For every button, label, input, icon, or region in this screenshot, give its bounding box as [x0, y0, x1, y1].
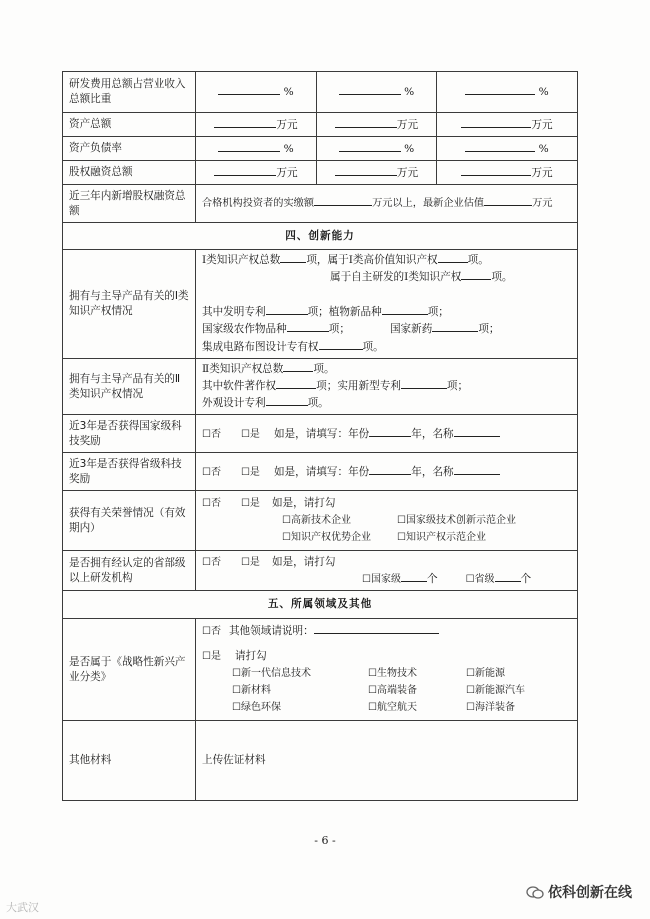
rd-ratio-field-1[interactable]	[218, 84, 280, 95]
invention-patent-field[interactable]	[266, 304, 308, 315]
strategic-row	[63, 619, 578, 721]
ip1-label: 拥有与主导产品有关的Ⅰ类知识产权情况	[63, 250, 196, 359]
debt-ratio-field-1[interactable]	[218, 141, 280, 152]
ic-layout-field[interactable]	[319, 339, 363, 350]
other-materials-row	[63, 721, 578, 801]
section-5-row	[63, 591, 578, 619]
industry-checkbox[interactable]: ☐新材料	[232, 685, 271, 697]
unit: 万元	[276, 118, 298, 131]
other-field-input[interactable]	[314, 623, 439, 634]
watermark-text: 依科创新在线	[548, 885, 632, 901]
equity-label: 股权融资总额	[63, 161, 196, 185]
unit: 个	[426, 573, 438, 586]
strategic-text: 其他领域请说明：	[228, 625, 314, 638]
ip2-text: 项。	[313, 363, 335, 376]
unit: 万元	[531, 118, 553, 131]
section-4-row	[63, 223, 578, 250]
ip2-label: 拥有与主导产品有关的Ⅱ类知识产权情况	[63, 359, 196, 415]
crop-variety-field[interactable]	[287, 321, 329, 332]
national-level-checkbox[interactable]: ☐国家级	[362, 574, 401, 586]
equity-row	[63, 161, 578, 185]
provincial-award-no-checkbox[interactable]: ☐否	[202, 466, 221, 478]
ip1-text: 项；植物新品种	[307, 305, 382, 318]
new-equity-text: 合格机构投资者的实缴额	[202, 198, 315, 209]
ip2-text: 其中软件著作权	[202, 380, 277, 393]
new-equity-text: 万元以上，最新企业估值	[372, 198, 485, 209]
other-materials-label: 其他材料	[63, 721, 196, 801]
unit: %	[404, 86, 415, 98]
rd-ratio-field-2[interactable]	[339, 84, 401, 95]
honors-label: 获得有关荣誉情况（有效期内）	[63, 491, 196, 551]
provincial-level-checkbox[interactable]: ☐省级	[465, 574, 495, 586]
unit: %	[283, 142, 294, 155]
provincial-award-yes-checkbox[interactable]: ☐是	[240, 466, 260, 478]
strategic-label: 是否属于《战略性新兴产业分类》	[63, 619, 196, 721]
page-number: - 6 -	[314, 834, 336, 847]
national-award-label: 近3年是否获得国家级科技奖励	[63, 415, 196, 453]
provincial-award-name-field[interactable]	[454, 464, 500, 475]
unit: 万元	[396, 166, 419, 179]
upload-evidence-link[interactable]: 上传佐证材料	[196, 721, 578, 801]
watermark-right	[526, 882, 632, 902]
assets-field-3[interactable]	[461, 117, 531, 128]
industry-checkbox[interactable]: ☐新能源汽车	[466, 685, 525, 697]
honors-row	[63, 491, 578, 551]
unit: %	[538, 142, 549, 155]
rd-institution-row	[63, 551, 578, 591]
ip2-text: 项；	[446, 380, 469, 393]
ip1-text: 其中发明专利	[202, 305, 266, 318]
unit: 个	[520, 573, 532, 586]
debt-ratio-field-3[interactable]	[465, 141, 535, 152]
ip1-text: 集成电路布图设计专有权	[202, 340, 319, 353]
national-award-no-checkbox[interactable]: ☐否	[202, 428, 221, 440]
unit: 万元	[276, 166, 298, 179]
new-equity-row	[63, 185, 578, 223]
ip2-text: 项。	[307, 397, 329, 410]
national-award-text: 如是，请填写：年份	[273, 427, 370, 440]
unit: 万元	[531, 166, 553, 179]
ip2-text: Ⅱ类知识产权总数	[202, 363, 284, 376]
assets-field-2[interactable]	[335, 117, 397, 128]
industry-checkbox[interactable]: ☐新一代信息技术	[232, 668, 311, 680]
honors-text: 如是，请打勾	[271, 497, 336, 510]
national-award-yes-checkbox[interactable]: ☐是	[240, 428, 260, 440]
debt-ratio-field-2[interactable]	[339, 141, 401, 152]
wechat-icon	[526, 886, 544, 899]
high-tech-checkbox[interactable]: ☐高新技术企业	[282, 515, 351, 527]
ip-advantage-checkbox[interactable]: ☐知识产权优势企业	[282, 532, 371, 544]
assets-row	[63, 113, 578, 137]
ip1-text: 属于自主研发的Ⅰ类知识产权	[330, 271, 462, 284]
ip1-text: 国家新药	[389, 323, 433, 336]
industry-checkbox[interactable]: ☐生物技术	[368, 668, 417, 680]
paid-in-amount-field[interactable]	[314, 195, 372, 206]
rd-inst-no-checkbox[interactable]: ☐否	[202, 557, 221, 569]
ip2-row	[63, 359, 578, 415]
ip1-text: 项。	[491, 271, 513, 284]
national-award-year-field[interactable]	[369, 426, 411, 437]
provincial-count-field[interactable]	[495, 571, 521, 582]
national-award-text: 年，名称	[411, 427, 454, 440]
new-equity-label: 近三年内新增股权融资总额	[63, 185, 196, 223]
rd-institution-label: 是否拥有经认定的省部级以上研发机构	[63, 551, 196, 591]
watermark-left: 大武汉	[6, 901, 39, 914]
ip1-text: 国家级农作物品种	[202, 323, 287, 336]
debt-ratio-label: 资产负债率	[63, 137, 196, 161]
provincial-award-year-field[interactable]	[369, 464, 411, 475]
ip1-self-dev-field[interactable]	[461, 269, 491, 280]
rd-inst-yes-checkbox[interactable]: ☐是	[240, 557, 260, 569]
ip1-text: 项，属于Ⅰ类高价值知识产权	[306, 254, 438, 266]
unit: 万元	[396, 118, 419, 131]
equity-field-3[interactable]	[461, 165, 531, 176]
software-copyright-field[interactable]	[276, 378, 316, 389]
industry-checkbox[interactable]: ☐高端装备	[368, 685, 417, 697]
honors-no-checkbox[interactable]: ☐否	[202, 498, 221, 510]
plant-variety-field[interactable]	[382, 304, 428, 315]
industry-checkbox[interactable]: ☐海洋装备	[466, 702, 515, 714]
assets-label: 资产总额	[63, 113, 196, 137]
rd-ratio-row	[63, 72, 578, 113]
valuation-field[interactable]	[484, 195, 532, 206]
ip1-row	[63, 250, 578, 359]
section-5-title: 五、所属领域及其他	[63, 591, 578, 619]
national-innovation-checkbox[interactable]: ☐国家级技术创新示范企业	[397, 515, 516, 527]
equity-field-2[interactable]	[335, 165, 397, 176]
ip1-text: 项；	[478, 323, 500, 336]
debt-ratio-row	[63, 137, 578, 161]
application-form-table	[62, 71, 578, 801]
ip1-total-field[interactable]	[280, 252, 306, 263]
rd-ratio-field-3[interactable]	[465, 84, 535, 95]
ip2-text: 项；实用新型专利	[316, 380, 401, 393]
unit: %	[538, 86, 549, 98]
unit: 万元	[532, 198, 553, 209]
design-patent-field[interactable]	[266, 395, 308, 406]
ip1-text: 项；	[328, 323, 350, 336]
industry-checkbox[interactable]: ☐绿色环保	[232, 702, 281, 714]
equity-field-1[interactable]	[214, 165, 276, 176]
section-4-title: 四、创新能力	[63, 223, 578, 250]
rd-inst-text: 如是，请打勾	[271, 556, 336, 569]
ip1-text: Ⅰ类知识产权总数	[202, 254, 281, 266]
unit: %	[404, 142, 415, 155]
industry-checkbox[interactable]: ☐航空航天	[368, 702, 417, 714]
ip1-text: 项；	[427, 305, 449, 318]
utility-model-field[interactable]	[401, 378, 447, 389]
provincial-award-label: 近3年是否获得省级科技奖励	[63, 453, 196, 491]
new-drug-field[interactable]	[432, 321, 478, 332]
ip2-text: 外观设计专利	[202, 397, 266, 410]
ip1-high-value-field[interactable]	[438, 252, 468, 263]
strategic-no-checkbox[interactable]: ☐否	[202, 626, 221, 638]
assets-field-1[interactable]	[214, 117, 276, 128]
ip1-text: 项。	[362, 340, 384, 353]
provincial-award-text: 年，名称	[411, 465, 454, 478]
ip2-total-field[interactable]	[283, 361, 313, 372]
industry-checkbox[interactable]: ☐新能源	[466, 668, 505, 680]
national-award-name-field[interactable]	[454, 426, 500, 437]
provincial-award-row	[63, 453, 578, 491]
rd-ratio-label: 研发费用总额占营业收入总额比重	[63, 72, 196, 113]
national-award-row	[63, 415, 578, 453]
strategic-yes-checkbox[interactable]: ☐是	[202, 651, 221, 663]
unit: %	[283, 86, 294, 98]
provincial-award-text: 如是，请填写：年份	[273, 465, 370, 478]
honors-yes-checkbox[interactable]: ☐是	[240, 498, 260, 510]
national-count-field[interactable]	[401, 571, 427, 582]
ip-demo-checkbox[interactable]: ☐知识产权示范企业	[397, 532, 486, 544]
strategic-text: 请打勾	[234, 650, 267, 663]
ip1-text: 项。	[467, 254, 489, 266]
